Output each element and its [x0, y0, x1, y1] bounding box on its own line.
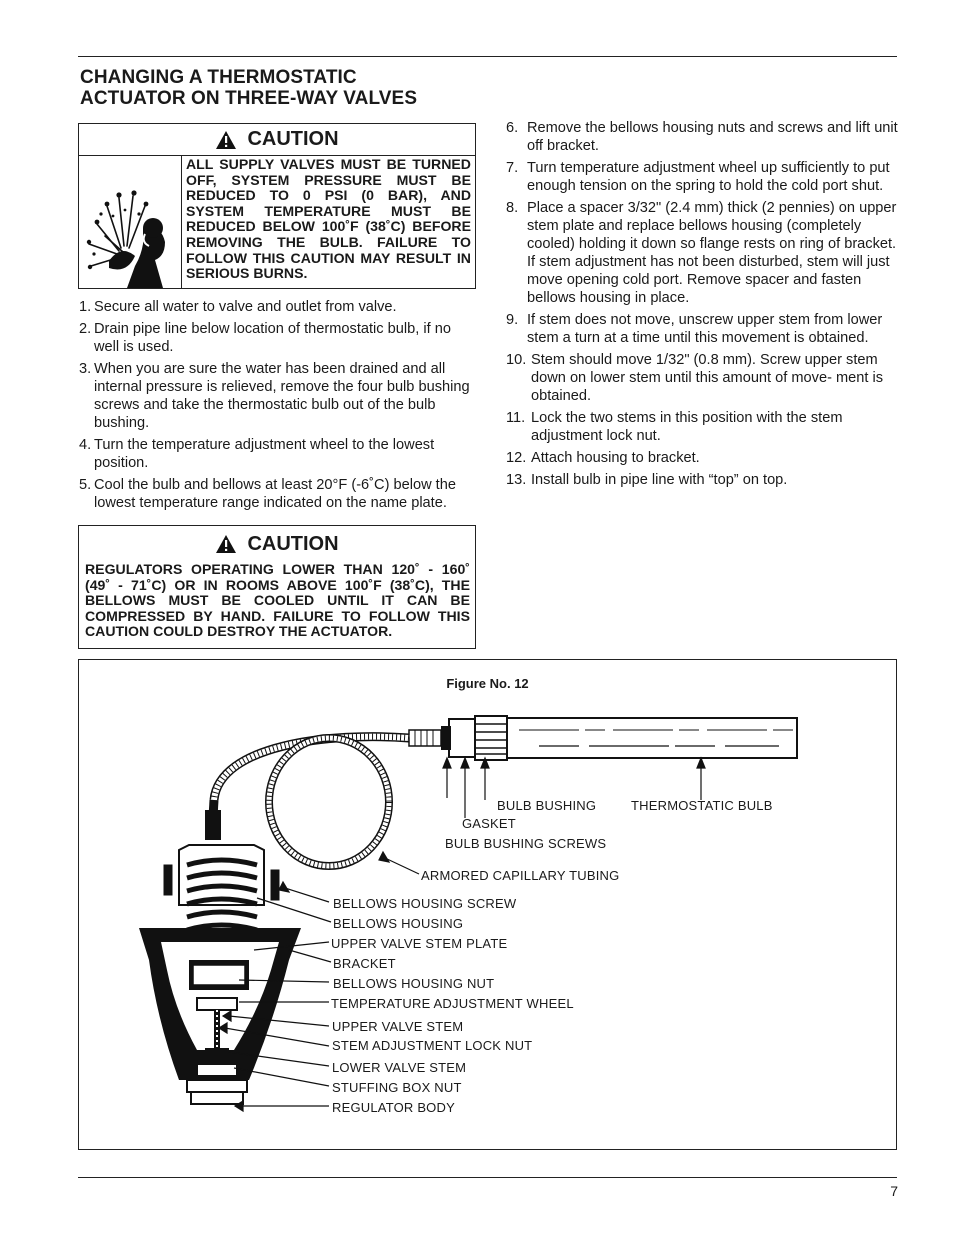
step-text: Remove the bellows housing nuts and screws and lift unit off bracket.	[527, 120, 898, 154]
step-item	[506, 119, 898, 155]
step-number: 13.	[506, 472, 527, 488]
step-text: Attach housing to bracket.	[531, 450, 700, 466]
step-text: Turn temperature adjustment wheel up sufficiently to put enough tension on the spring to hold the cold port shut.	[527, 160, 890, 194]
warning-triangle-icon	[215, 130, 237, 150]
title-line-2: ACTUATOR ON THREE-WAY VALVES	[80, 88, 418, 109]
page-number: 7	[890, 1183, 898, 1199]
step-number: 11.	[506, 410, 526, 426]
caution-heading: CAUTION	[247, 128, 339, 150]
steps-list-left	[79, 298, 479, 516]
step-item	[506, 471, 898, 489]
step-text: Install bulb in pipe line with “top” on top.	[531, 472, 788, 488]
step-number: 10.	[506, 352, 527, 368]
caution-text: REGULATORS OPERATING LOWER THAN 120˚ - 160˚ (49˚ - 71˚C) OR IN ROOMS ABOVE 100˚F (38˚C), THE BELLOWS MUST BE COOLED UNTIL IT CAN BE COMPRESSED BY HAND. FAILURE TO FOLLOW THIS CAUTION COULD DESTROY THE ACTUATOR.	[85, 561, 470, 640]
step-number: 4.	[79, 437, 92, 453]
label-upper-valve-stem: UPPER VALVE STEM	[332, 1019, 464, 1034]
label-bulb-bushing-screws: BULB BUSHING SCREWS	[445, 836, 607, 851]
top-rule	[78, 56, 897, 57]
step-number: 1.	[79, 299, 92, 315]
step-number: 5.	[79, 477, 92, 493]
step-item	[506, 409, 898, 445]
step-item	[79, 476, 479, 512]
step-number: 8.	[506, 200, 519, 216]
caution-body	[79, 156, 475, 288]
label-bulb-bushing: BULB BUSHING	[497, 798, 597, 813]
step-item	[506, 199, 898, 307]
figure-12	[78, 659, 897, 1150]
step-item	[506, 351, 898, 405]
step-item	[79, 320, 479, 356]
warning-triangle-icon	[215, 534, 237, 554]
label-armored-capillary-tubing: ARMORED CAPILLARY TUBING	[421, 868, 620, 883]
caution-box-supply-valves	[78, 123, 476, 289]
step-item	[506, 449, 898, 467]
label-regulator-body: REGULATOR BODY	[332, 1100, 455, 1115]
step-number: 3.	[79, 361, 92, 377]
step-item	[79, 360, 479, 432]
steam-burn-hazard-icon	[79, 156, 181, 288]
step-text: Place a spacer 3/32" (2.4 mm) thick (2 pennies) on upper stem plate and replace bellows housing (completely cooled) holding it down so flange rests on ring of bracket. If stem adjustment has not been disturbed, stem will just move opening cold port. Remove spacer and fasten bellows housing in place.	[527, 200, 897, 306]
step-item	[506, 159, 898, 195]
figure-caption: Figure No. 12	[446, 676, 529, 691]
label-bellows-housing: BELLOWS HOUSING	[333, 916, 464, 931]
step-number: 2.	[79, 321, 92, 337]
step-text: Drain pipe line below location of thermostatic bulb, if no well is used.	[94, 321, 451, 355]
label-bellows-housing-screw: BELLOWS HOUSING SCREW	[333, 896, 517, 911]
step-number: 7.	[506, 160, 519, 176]
thermostatic-bulb-drawing	[409, 716, 797, 760]
step-number: 12.	[506, 450, 527, 466]
label-bellows-housing-nut: BELLOWS HOUSING NUT	[333, 976, 495, 991]
step-text: Stem should move 1/32" (0.8 mm). Screw upper stem down on lower stem until this amount of move- ment is obtained.	[531, 352, 884, 404]
regulator-body-drawing	[139, 928, 301, 1104]
step-text: Lock the two stems in this position with the stem adjustment lock nut.	[531, 410, 843, 444]
step-text: Secure all water to valve and outlet from valve.	[94, 299, 397, 315]
section-title	[80, 67, 417, 109]
title-line-1: CHANGING A THERMOSTATIC	[80, 67, 357, 88]
caution-header	[79, 526, 475, 562]
step-text: If stem does not move, unscrew upper stem from lower stem a turn at a time until this movement is obtained.	[527, 312, 883, 346]
step-item	[506, 311, 898, 347]
burn-hazard-illustration	[79, 156, 182, 288]
bottom-rule	[78, 1177, 897, 1178]
label-thermostatic-bulb: THERMOSTATIC BULB	[631, 798, 773, 813]
label-temperature-adjustment-wheel: TEMPERATURE ADJUSTMENT WHEEL	[331, 996, 574, 1011]
caution-box-bellows	[78, 525, 476, 649]
step-number: 9.	[506, 312, 519, 328]
step-text: When you are sure the water has been drained and all internal pressure is relieved, remove the four bulb bushing screws and take the thermostatic bulb out of the bulb bushing.	[94, 361, 470, 431]
label-stuffing-box-nut: STUFFING BOX NUT	[332, 1080, 462, 1095]
step-number: 6.	[506, 120, 519, 136]
step-item	[79, 436, 479, 472]
label-bracket: BRACKET	[333, 956, 396, 971]
caution-header	[79, 124, 475, 156]
label-lower-valve-stem: LOWER VALVE STEM	[332, 1060, 467, 1075]
step-text: Cool the bulb and bellows at least 20°F (-6˚C) below the lowest temperature range indicated on the name plate.	[94, 477, 456, 511]
step-item	[79, 298, 479, 316]
label-upper-valve-stem-plate: UPPER VALVE STEM PLATE	[331, 936, 508, 951]
caution-heading: CAUTION	[247, 532, 339, 555]
steps-list-right	[506, 119, 898, 493]
step-text: Turn the temperature adjustment wheel to the lowest position.	[94, 437, 435, 471]
label-stem-adjustment-lock-nut: STEM ADJUSTMENT LOCK NUT	[332, 1038, 533, 1053]
caution-text: ALL SUPPLY VALVES MUST BE TURNED OFF, SYSTEM PRESSURE MUST BE REDUCED TO 0 PSI (0 BAR), AND SYSTEM TEMPERATURE MUST BE REDUCED BELOW 100˚F (38˚C) BEFORE REMOVING THE BULB. FAILURE TO FOLLOW THIS CAUTION MAY RESULT IN SERIOUS BURNS.	[186, 156, 471, 282]
label-gasket: GASKET	[462, 816, 516, 831]
